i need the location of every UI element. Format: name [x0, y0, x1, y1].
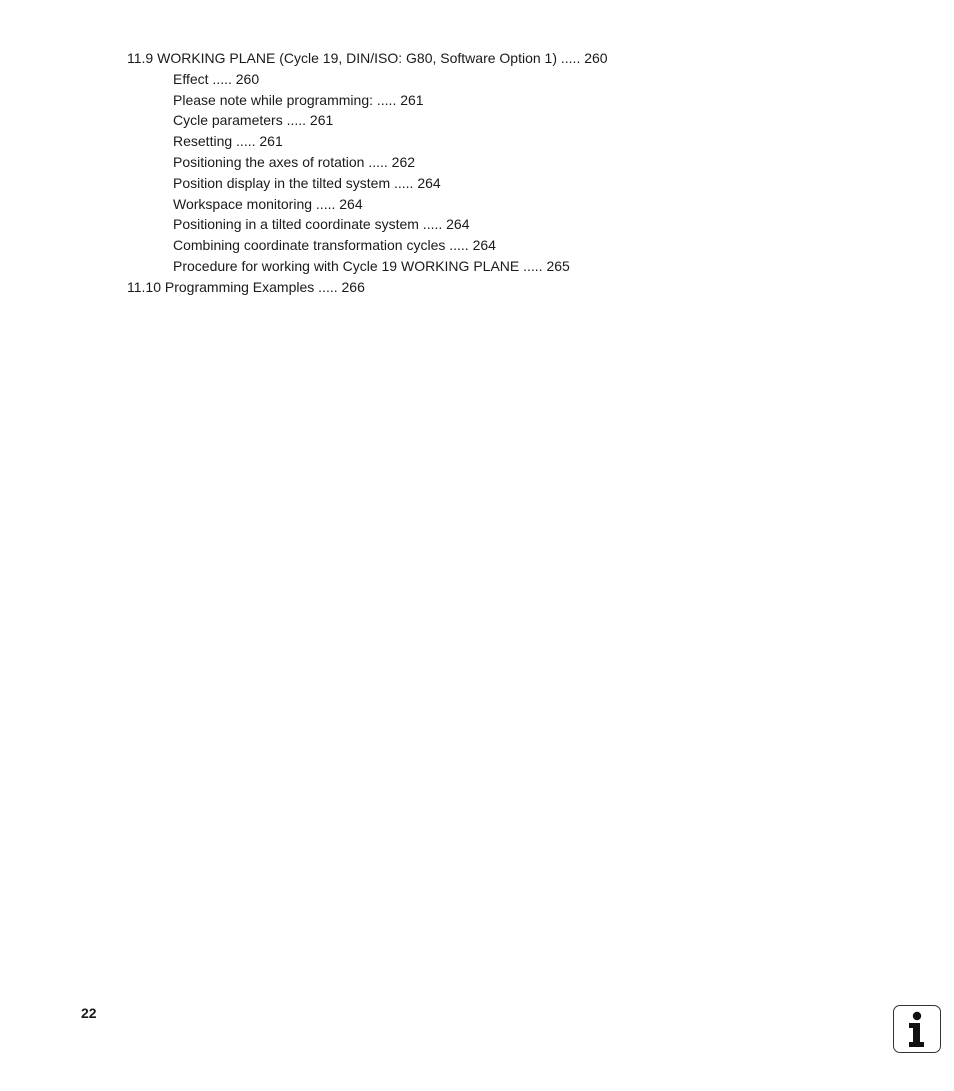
toc-entry[interactable]: Workspace monitoring ..... 264	[173, 195, 363, 212]
toc-entry[interactable]: Cycle parameters ..... 261	[173, 112, 334, 129]
toc-entry[interactable]: Positioning the axes of rotation ..... 262	[173, 153, 416, 170]
toc-entry[interactable]: Position display in the tilted system ..... 264	[173, 174, 441, 191]
toc-entry[interactable]: Procedure for working with Cycle 19 WORKING PLANE ..... 265	[173, 257, 570, 274]
toc-entry-section[interactable]: 11.9 WORKING PLANE (Cycle 19, DIN/ISO: G80, Software Option 1) ..... 260	[127, 50, 608, 66]
toc-entry[interactable]: Combining coordinate transformation cycles ..... 264	[173, 237, 496, 254]
page-number: 22	[81, 1005, 97, 1021]
toc-entry[interactable]: Positioning in a tilted coordinate system ..... 264	[173, 216, 470, 233]
toc-entry[interactable]: Resetting ..... 261	[173, 133, 283, 150]
info-icon	[893, 1005, 941, 1053]
toc-entry[interactable]: Please note while programming: ..... 261	[173, 91, 424, 108]
info-icon-glyph	[894, 1006, 939, 1051]
toc-entry-section[interactable]: 11.10 Programming Examples ..... 266	[127, 278, 365, 295]
table-of-contents	[127, 48, 608, 298]
toc-entry[interactable]: Effect ..... 260	[173, 70, 260, 87]
